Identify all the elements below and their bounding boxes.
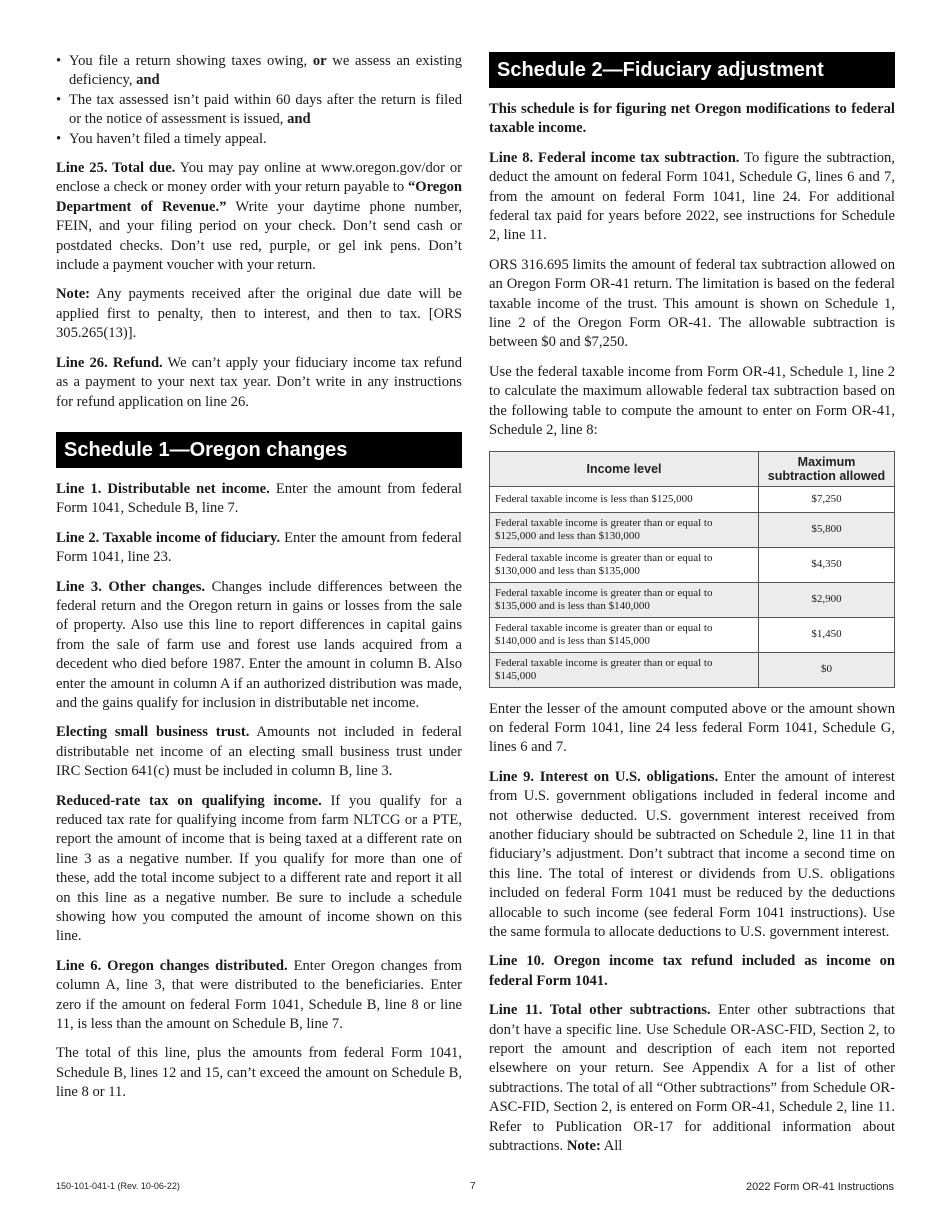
line25-paragraph: Line 25. Total due. You may pay online at www.oregon.gov/dor or enclose a check or money order with your return payable to “Oregon Department of Revenue.” Write your daytime phone number, FEIN, and your filing period on your check. Don’t send cash or postdated checks. Don’t use red, purple, or gel ink pens. Don’t include a payment voucher with your return. bbox=[56, 160, 462, 274]
income-level-cell: Federal taxable income is greater than or equal to $130,000 and less than $135,000 bbox=[490, 547, 759, 582]
income-level-cell: Federal taxable income is greater than or equal to $140,000 and is less than $145,000 bbox=[490, 617, 759, 652]
income-level-cell: Federal taxable income is greater than or equal to $145,000 bbox=[490, 652, 759, 687]
line10-paragraph: Line 10. Oregon income tax refund included as income on federal Form 1041. bbox=[489, 953, 895, 989]
amount-cell: $5,800 bbox=[759, 512, 895, 547]
table-row bbox=[490, 512, 895, 547]
ors-paragraph: ORS 316.695 limits the amount of federal tax subtraction allowed on an Oregon Form OR-41 return. The limitation is based on the federal taxable income of the trust. This amount is shown on Schedule 1, line 2 of the Oregon Form OR-41. The allowable subtraction is between $0 and $7,250. bbox=[489, 256, 895, 351]
table-row bbox=[490, 617, 895, 652]
line11-paragraph: Line 11. Total other subtractions. Enter other subtractions that don’t have a specific line. Use Schedule OR-ASC-FID, Section 2, to report the amount and description of each item not reported elsewhere on your return. See Appendix A for a list of other subtractions. The total of all “Other subtractions” from Schedule OR-ASC-FID, Section 2, is entered on Form OR-41, Schedule 2, line 11. Refer to Publication OR-17 for additional information about subtractions. Note: All bbox=[489, 1002, 895, 1155]
list-item: • You file a return showing taxes owing, or we assess an existing deficiency, and bbox=[56, 52, 462, 91]
amount-cell: $1,450 bbox=[759, 617, 895, 652]
line1-paragraph: Line 1. Distributable net income. Enter the amount from federal Form 1041, Schedule B, line 7. bbox=[56, 480, 462, 517]
conditions-list bbox=[56, 52, 462, 149]
esbt-paragraph: Electing small business trust. Amounts not included in federal distributable net income of an electing small business trust under IRC Section 641(c) must be included in column B, line 3. bbox=[56, 724, 462, 780]
income-level-header: Income level bbox=[490, 451, 759, 486]
line26-paragraph: Line 26. Refund. We can’t apply your fiduciary income tax refund as a payment to your next tax year. Don’t write in any instructions for refund application on line 26. bbox=[56, 354, 462, 410]
left-column bbox=[56, 52, 462, 1113]
table-row bbox=[490, 547, 895, 582]
page-number: 7 bbox=[470, 1181, 476, 1192]
amount-cell: $7,250 bbox=[759, 486, 895, 512]
table-row bbox=[490, 486, 895, 512]
amount-cell: $0 bbox=[759, 652, 895, 687]
line3-paragraph: Line 3. Other changes. Changes include differences between the federal return and the Oregon return in gains or losses from the sale of property. Also use this line to report differences in capital gains from the sale of farm use and forest use lands acquired from a decedent who died before 1987. Enter the amount in column B. Also enter the amount in column A if an authorized distribution was made, and the gains qualify for inclusion in distributable net income. bbox=[56, 578, 462, 711]
income-level-cell: Federal taxable income is greater than or equal to $135,000 and is less than $140,000 bbox=[490, 582, 759, 617]
schedule2-heading: Schedule 2—Fiduciary adjustment bbox=[489, 52, 895, 88]
amount-cell: $4,350 bbox=[759, 547, 895, 582]
document-title: 2022 Form OR-41 Instructions bbox=[746, 1181, 894, 1193]
table-row bbox=[490, 582, 895, 617]
income-level-cell: Federal taxable income is less than $125,000 bbox=[490, 486, 759, 512]
use-paragraph: Use the federal taxable income from Form OR-41, Schedule 1, line 2 to calculate the maximum allowable federal tax subtraction based on the following table to compute the amount to enter on Form OR-41, Schedule 2, line 8: bbox=[489, 363, 895, 439]
lesser-paragraph: Enter the lesser of the amount computed above or the amount shown on federal Form 1041, line 24 less federal Form 1041, Schedule G, lines 6 and 7. bbox=[489, 700, 895, 756]
income-level-cell: Federal taxable income is greater than or equal to $125,000 and less than $130,000 bbox=[490, 512, 759, 547]
list-item: • You haven’t filed a timely appeal. bbox=[56, 130, 462, 149]
line9-paragraph: Line 9. Interest on U.S. obligations. Enter the amount of interest from U.S. government obligations included in federal income and not otherwise deducted. U.S. government interest received from another fiduciary should be subtracted on Schedule 2, line 11 in that fiduciary’s adjustment. Don’t subtract that income a second time on this line. The total of interest or dividends from U.S. obligations included on federal Form 1041 must be reduced by the deductions allocable to such income (see federal Form 1041 instructions). Use the same formula to allocate deductions to U.S. government interest. bbox=[489, 768, 895, 940]
line8-paragraph: Line 8. Federal income tax subtraction. To figure the subtraction, deduct the amount on federal Form 1041, Schedule G, lines 6 and 7, from the amount on federal Form 1041, line 24. For additional federal tax paid for years before 2022, see instructions for Schedule 2, line 11. bbox=[489, 149, 895, 244]
form-code: 150-101-041-1 (Rev. 10-06-22) bbox=[56, 1181, 180, 1191]
subtraction-limit-table bbox=[489, 451, 895, 688]
right-column bbox=[489, 52, 895, 1166]
schedule1-heading: Schedule 1—Oregon changes bbox=[56, 432, 462, 468]
schedule2-intro: This schedule is for figuring net Oregon modifications to federal taxable income. bbox=[489, 101, 895, 137]
line6-total-paragraph: The total of this line, plus the amounts from federal Form 1041, Schedule B, lines 12 and 15, can’t exceed the amount on Schedule B, line 8 or 11. bbox=[56, 1045, 462, 1101]
table-header-row bbox=[490, 451, 895, 486]
line2-paragraph: Line 2. Taxable income of fiduciary. Enter the amount from federal Form 1041, line 23. bbox=[56, 529, 462, 566]
reduced-rate-paragraph: Reduced-rate tax on qualifying income. If you qualify for a reduced tax rate for qualifying income from farm NLTCG or a PTE, report the amount of income that is being taxed at a different rate on line 3 as a negative number. If you qualify for more than one of these, add the total income subject to a different rate and report it all on this line as a negative number. Be sure to include a schedule showing how you computed the amount of income shown on this line. bbox=[56, 792, 462, 945]
max-subtraction-header: Maximum subtraction allowed bbox=[759, 451, 895, 486]
note-paragraph: Note: Any payments received after the original due date will be applied first to penalty, then to interest, and then to tax. [ORS 305.265(13)]. bbox=[56, 286, 462, 342]
line6-paragraph: Line 6. Oregon changes distributed. Enter Oregon changes from column A, line 3, that were distributed to the beneficiaries. Enter zero if the amount on federal Form 1041, Schedule B, line 8 or line 11, is less than the amount on Schedule B, line 7. bbox=[56, 957, 462, 1033]
list-item: • The tax assessed isn’t paid within 60 days after the return is filed or the notice of assessment is issued, and bbox=[56, 91, 462, 130]
table-row bbox=[490, 652, 895, 687]
amount-cell: $2,900 bbox=[759, 582, 895, 617]
